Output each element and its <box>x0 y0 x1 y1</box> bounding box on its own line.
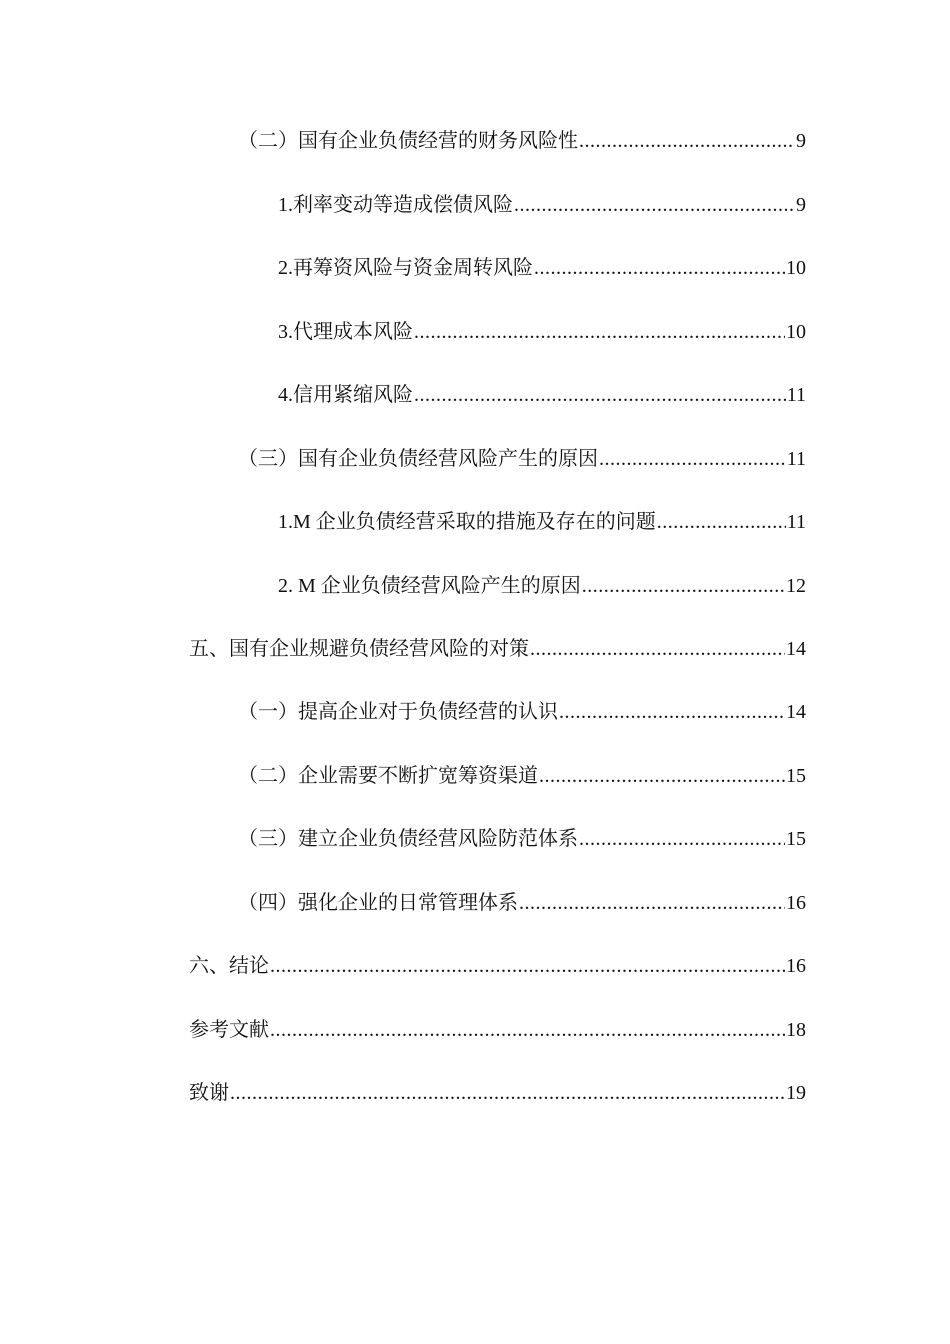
toc-entry-page: 10 <box>786 257 806 279</box>
toc-entry-page: 9 <box>796 194 806 216</box>
toc-entry-page: 16 <box>786 892 806 914</box>
dot-leader <box>559 699 785 725</box>
toc-entry-title: 六、结论 <box>189 955 269 977</box>
toc-entry-title: （三）建立企业负债经营风险防范体系 <box>238 828 578 850</box>
toc-entry[interactable] <box>278 382 806 408</box>
toc-entry-page: 15 <box>786 828 806 850</box>
toc-entry[interactable] <box>238 826 806 852</box>
toc-entry-page: 9 <box>796 130 806 152</box>
toc-entry[interactable] <box>238 699 806 725</box>
toc-entry-page: 11 <box>786 384 806 406</box>
dot-leader <box>599 446 786 472</box>
dot-leader <box>270 953 785 979</box>
dot-leader <box>534 255 785 281</box>
toc-entry-title: 4.信用紧缩风险 <box>278 384 413 406</box>
dot-leader <box>414 319 785 345</box>
toc-entry-title: 1.利率变动等造成偿债风险 <box>278 194 513 216</box>
toc-entry-page: 18 <box>786 1019 806 1041</box>
toc-entry[interactable] <box>189 636 806 662</box>
dot-leader <box>539 763 785 789</box>
toc-entry[interactable] <box>278 255 806 281</box>
toc-entry-page: 19 <box>786 1082 806 1104</box>
toc-entry[interactable] <box>189 1080 806 1106</box>
toc-entry-page: 16 <box>786 955 806 977</box>
toc-entry[interactable] <box>278 192 806 218</box>
toc-entry[interactable] <box>238 763 806 789</box>
toc-entry-page: 15 <box>786 765 806 787</box>
toc-entry-title: （二）国有企业负债经营的财务风险性 <box>238 130 578 152</box>
toc-entry[interactable] <box>278 319 806 345</box>
toc-entry-page: 11 <box>786 511 806 533</box>
toc-entry-title: （三）国有企业负债经营风险产生的原因 <box>238 448 598 470</box>
toc-entry-page: 12 <box>786 575 806 597</box>
dot-leader <box>582 573 785 599</box>
toc-entry-page: 10 <box>786 321 806 343</box>
toc-entry[interactable] <box>189 953 806 979</box>
toc-entry-title: （四）强化企业的日常管理体系 <box>238 892 518 914</box>
toc-entry[interactable] <box>278 573 806 599</box>
toc-entry[interactable] <box>278 509 806 535</box>
toc-entry-page: 11 <box>786 448 806 470</box>
dot-leader <box>530 636 785 662</box>
dot-leader <box>414 382 786 408</box>
toc-entry[interactable] <box>238 890 806 916</box>
toc-entry-title: 3.代理成本风险 <box>278 321 413 343</box>
dot-leader <box>579 826 785 852</box>
toc-entry[interactable] <box>238 128 806 154</box>
toc-entry-title: 2. M 企业负债经营风险产生的原因 <box>278 575 581 597</box>
toc-entry-title: （二）企业需要不断扩宽筹资渠道 <box>238 765 538 787</box>
toc-entry[interactable] <box>238 446 806 472</box>
dot-leader <box>657 509 786 535</box>
toc-entry-page: 14 <box>786 638 806 660</box>
dot-leader <box>519 890 785 916</box>
dot-leader <box>230 1080 785 1106</box>
toc-entry-title: 五、国有企业规避负债经营风险的对策 <box>189 638 529 660</box>
toc-entry-title: 1.M 企业负债经营采取的措施及存在的问题 <box>278 511 656 533</box>
toc-entry-title: 参考文献 <box>189 1019 269 1041</box>
dot-leader <box>579 128 795 154</box>
dot-leader <box>514 192 795 218</box>
toc-entry-title: （一）提高企业对于负债经营的认识 <box>238 701 558 723</box>
toc-entry-page: 14 <box>786 701 806 723</box>
toc-entry[interactable] <box>189 1017 806 1043</box>
toc-entry-title: 2.再筹资风险与资金周转风险 <box>278 257 533 279</box>
toc-entry-title: 致谢 <box>189 1082 229 1104</box>
dot-leader <box>270 1017 785 1043</box>
